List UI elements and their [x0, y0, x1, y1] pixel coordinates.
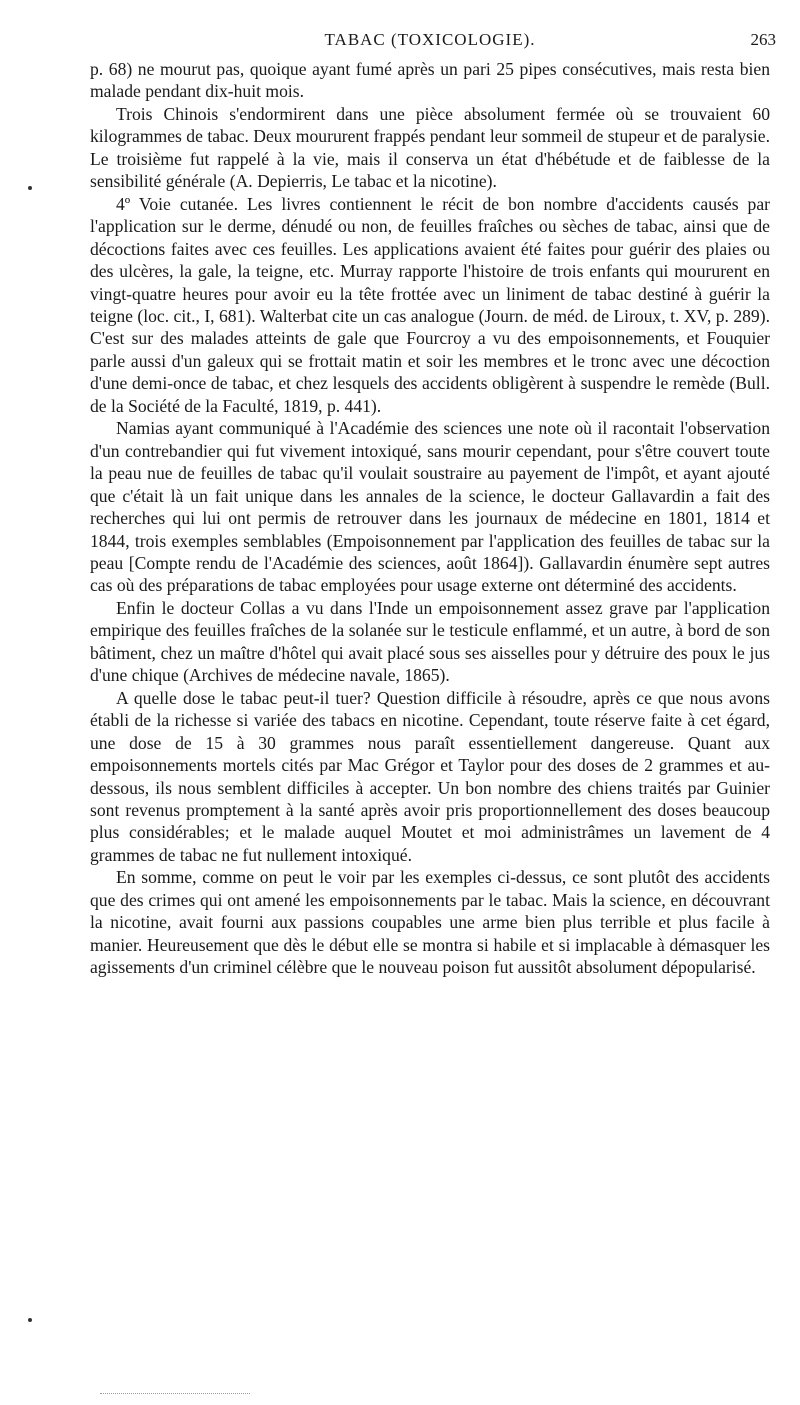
bottom-rule: [100, 1393, 250, 1394]
running-head: [90, 30, 776, 56]
page: [90, 30, 776, 979]
paragraph: Enfin le docteur Collas a vu dans l'Inde un empoisonnement assez grave par l'application empirique des feuilles fraîches de la solanée sur le testicule enflammé, et un autre, à bord de son bâtiment, chez un maître d'hôtel qui avait placé sous ses aisselles pour y détruire des poux le jus d'une chique (Archives de médecine navale, 1865).: [90, 597, 770, 686]
running-title: TABAC (TOXICOLOGIE).: [324, 30, 536, 49]
paragraph: En somme, comme on peut le voir par les exemples ci-dessus, ce sont plutôt des accidents que des crimes qui ont amené les empoisonnements par le tabac. Mais la science, en découvrant la nicotine, avait fourni aux passions coupables une arme bien plus terrible et plus facile à manier. Heureusement que dès le début elle se montra si habile et si implacable à démasquer les agissements d'un criminel célèbre que le nouveau poison fut aussitôt absolument dépopularisé.: [90, 867, 770, 978]
paragraph: p. 68) ne mourut pas, quoique ayant fumé après un pari 25 pipes consécutives, mais resta bien malade pendant dix-huit mois.: [90, 59, 770, 102]
body-text: [90, 58, 770, 979]
paragraph: Namias ayant communiqué à l'Académie des sciences une note où il racontait l'observation d'un contrebandier qui fut vivement intoxiqué, sans mourir cependant, pour s'être couvert toute la peau nue de feuilles de tabac qu'il voulait soustraire au payement de l'impôt, et ayant ajouté que c'était là un fait unique dans les annales de la science, le docteur Gallavardin a fait des recherches qui lui ont permis de retrouver dans les journaux de médecine en 1801, 1814 et 1844, trois exemples semblables (Empoisonnement par l'application des feuilles de tabac sur la peau [Compte rendu de l'Académie des sciences, août 1864]). Gallavardin énumère sept autres cas où des préparations de tabac employées pour usage externe ont déterminé des accidents.: [90, 418, 770, 596]
margin-speck: [28, 186, 32, 190]
paragraph: 4º Voie cutanée. Les livres contiennent le récit de bon nombre d'accidents causés par l'application sur le derme, dénudé ou non, de feuilles fraîches ou sèches de tabac, ainsi que de décoctions faites avec ces feuilles. Les applications avaient été faites pour guérir des plaies ou des ulcères, la gale, la teigne, etc. Murray rapporte l'histoire de trois enfants qui moururent en vingt-quatre heures pour avoir eu la tête frottée avec un liniment de tabac destiné à guérir la teigne (loc. cit., I, 681). Walterbat cite un cas analogue (Journ. de méd. de Liroux, t. XV, p. 289). C'est sur des malades atteints de gale que Fourcroy a vu des empoisonnements, et Fouquier parle aussi d'un galeux qui se frottait matin et soir les membres et le tronc avec une décoction d'une demi-once de tabac, et chez lesquels des accidents obligèrent à suspendre le remède (Bull. de la Société de la Faculté, 1819, p. 441).: [90, 193, 770, 416]
page-number: 263: [750, 30, 776, 49]
paragraph: A quelle dose le tabac peut-il tuer? Question difficile à résoudre, après ce que nous avons établi de la richesse si variée des tabacs en nicotine. Cependant, toute réserve faite à cet égard, une dose de 15 à 30 grammes nous paraît essentiellement dangereuse. Quant aux empoisonnements mortels cités par Mac Grégor et Taylor pour des doses de 2 grammes et au-dessous, ils nous semblent difficiles à accepter. Un bon nombre des chiens traités par Guinier sont revenus promptement à la santé après avoir pris proportionnellement des doses beaucoup plus considérables; et le malade auquel Moutet et moi administrâmes un lavement de 4 grammes de tabac ne fut nullement intoxiqué.: [90, 687, 770, 865]
paragraph: Trois Chinois s'endormirent dans une pièce absolument fermée où se trouvaient 60 kilogrammes de tabac. Deux moururent frappés pendant leur sommeil de stupeur et de paralysie. Le troisième fut rappelé à la vie, mais il conserva un état d'hébétude et de faiblesse de la sensibilité générale (A. Depierris, Le tabac et la nicotine).: [90, 103, 770, 192]
margin-speck: [28, 1318, 32, 1322]
